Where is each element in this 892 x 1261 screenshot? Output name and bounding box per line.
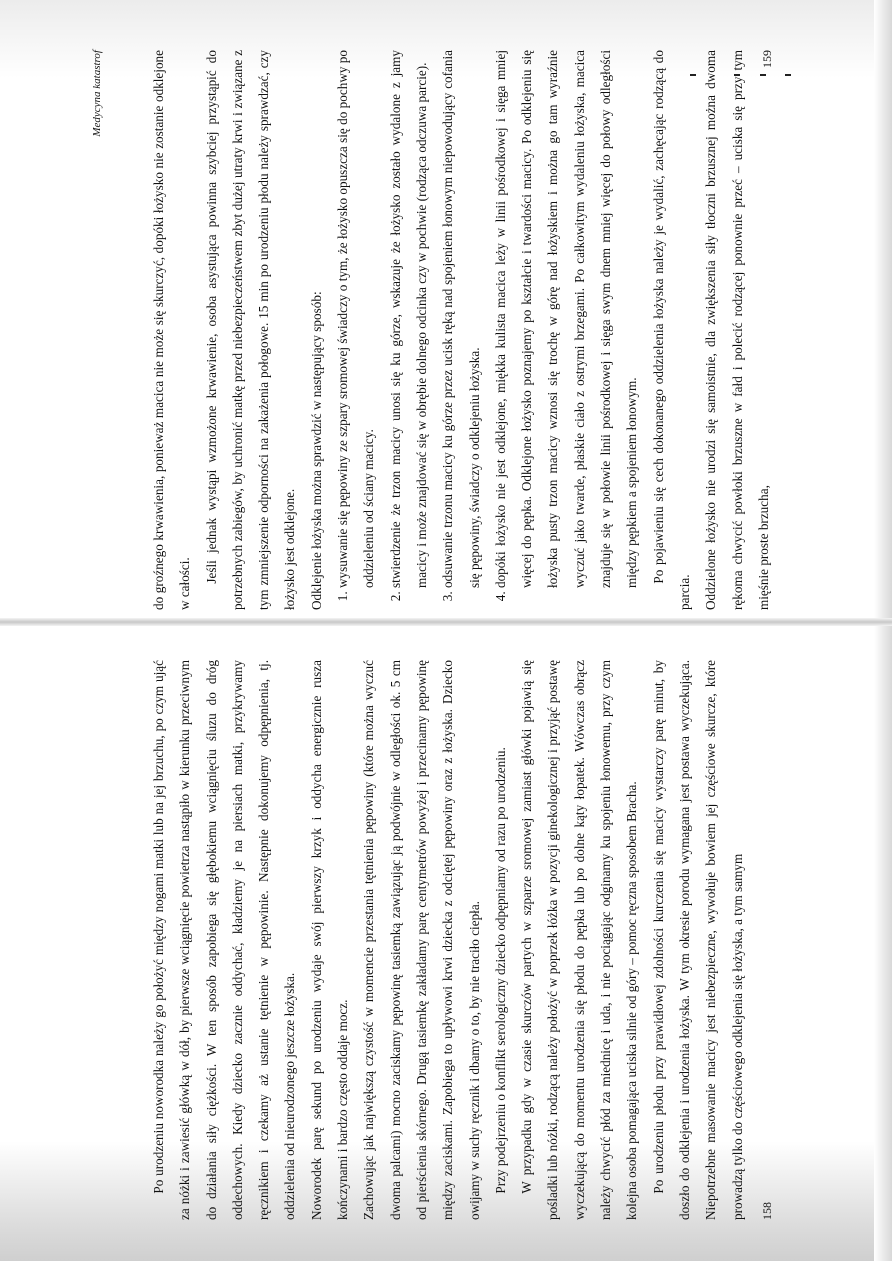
paragraph: Jeśli jednak wystąpi wzmożone krwawienie, osoba asystująca powinna szybciej przystąpić do potrzebnych zabiegów, by uchronić matkę przed niebezpieczeństwem zbyt dużej utraty krwi i związane z tym zmniejszenie odporności na zakażenia połogowe. 15 min po urodzeniu płodu należy sprawdzać, czy łożysko jest odklejone. bbox=[203, 50, 298, 610]
check-list bbox=[330, 50, 646, 610]
paragraph: Po urodzeniu płodu przy prawidłowej zdolności kurczenia się macicy wystarczy parę minut, by doszło do odklejenia i urodzenia łożyska. W tym okresie porodu wymagana jest postawa wyczekująca. Niepotrzebne masowanie macicy jest niebezpieczne, wywołuje bowiem jej częściowe skurcze, które prowadzą tylko do częściowego odklejenia się łożyska, a tym samym bbox=[650, 660, 745, 1220]
paragraph: W przypadku gdy w czasie skurczów partych w szparze sromowej zamiast główki pojawią się pośladki lub nóżki, rodzącą należy położyć w poprzek łóżka w pozycji ginekologicznej i przyjąć postawę wyczekującą do momentu urodzenia się płodu do pępka lub po dolne kąty łopatek. Wówczas obrącz należy chwycić płód za miednicę i uda, i nie pociągając odginamy ku spojeniu łonowemu, przy czym kolejna osoba pomagająca uciska silnie od góry – pomoc ręczna sposobem Bracha. bbox=[519, 660, 640, 1220]
list-item: 3. odsuwanie trzonu macicy ku górze przez ucisk ręką nad spojeniem łonowym niepowodujący cofania się pępowiny, świadczy o odklejeniu łożyska. bbox=[435, 50, 488, 588]
paragraph: do groźnego krwawienia, ponieważ macica nie może się skurczyć, dopóki łożysko nie zostanie odklejone w całości. bbox=[151, 50, 193, 610]
paragraph: Po pojawieniu się cech dokonanego oddzielenia łożyska należy je wydalić, zachęcając rodzącą do parcia. bbox=[650, 50, 692, 610]
paragraph: Odklejenie łożyska można sprawdzić w następujący sposób: bbox=[308, 291, 324, 610]
list-item: 1. wysuwanie się pępowiny ze szpary sromowej świadczy o tym, że łożysko opuszcza się do pochwy po oddzieleniu od ściany macicy. bbox=[330, 50, 383, 588]
paragraph: Po urodzeniu noworodka należy go położyć między nogami matki lub na jej brzuchu, po czym ująć za nóżki i zawiesić główką w dół, by pierwsze wciągnięcie powietrza nastąpiło w kierunku przeciwnym do działania siły ciężkości. W ten sposób zapobiega się głębokiemu wciągnięciu śluzu do dróg oddechowych. Kiedy dziecko zacznie oddychać, kładziemy je na piersiach matki, przykrywamy ręcznikiem i czekamy aż ustanie tętnienie w pępowinie. Następnie dokonujemy odpępnienia, tj. oddzielenia od nieurodzonego jeszcze łożyska. bbox=[151, 660, 298, 1220]
left-page bbox=[86, 660, 806, 1220]
paragraph: Przy podejrzeniu o konflikt serologiczny dziecko odpępniamy od razu po urodzeniu. bbox=[492, 747, 508, 1194]
paragraph: Noworodek parę sekund po urodzeniu wydaje swój pierwszy krzyk i oddycha energicznie rusza kończynami i bardzo często oddaje mocz. bbox=[308, 660, 351, 1220]
running-head: Medycyna katastrof bbox=[91, 50, 103, 137]
paragraph: Zachowując jak największą czystość w momencie przestania tętnienia pępowiny (które można wyczuć dwoma palcami) mocno zaciskamy pępowinę tasiemką zawiązując ją podwójnie w odległości ok. 5 cm od pierścienia skórnego. Drugą tasiemkę zakładamy parę centymetrów powyżej i przecinamy pępowinę między zaciskami. Zapobiega to upływowi krwi dziecka z odciętej pępowiny oraz z łożyska. Dziecko owijamy w suchy ręcznik i dbamy o to, by nie traciło ciepła. bbox=[361, 660, 482, 1220]
paragraph: Oddzielone łożysko nie urodzi się samoistnie, dla zwiększenia siły tłoczni brzusznej można dwoma rękoma chwycić powłoki brzuszne w fałd i polecić rodzącej ponownie przeć – uciska się przy tym mięśnie proste brzucha, bbox=[703, 50, 771, 610]
right-page bbox=[86, 50, 806, 610]
list-item: 2. stwierdzenie że trzon macicy unosi się ku górze, wskazuje że łożysko zostało wydalone z jamy macicy i może znajdować się w obrębie dolnego odcinka czy w pochwie (rodząca odczuwa parcie). bbox=[383, 50, 436, 588]
page-number: 158 bbox=[759, 1202, 774, 1220]
left-page-body bbox=[146, 660, 751, 1220]
page-number: 159 bbox=[759, 50, 774, 68]
scan-edge-right bbox=[874, 0, 892, 1261]
right-page-body bbox=[146, 50, 777, 610]
book-spread bbox=[86, 40, 806, 1220]
list-item: 4. dopóki łożysko nie jest odklejone, miękka kulista macica leży w linii pośrodkowej i sięga mniej więcej do pępka. Odklejone łożysko poznajemy po kształcie i twardości macicy. Po odklejeniu się łożyska pusty trzon macicy wznosi się trochę w górę nad łożyskiem i można go tam wyraźnie wyczuć jako twarde, płaskie ciało z ostrymi brzegami. Po całkowitym wydaleniu łożyska, macica znajduje się w połowie linii pośrodkowej i sięga swym dnem mniej więcej do połowy odległości między pępkiem a spojeniem łonowym. bbox=[488, 50, 646, 588]
